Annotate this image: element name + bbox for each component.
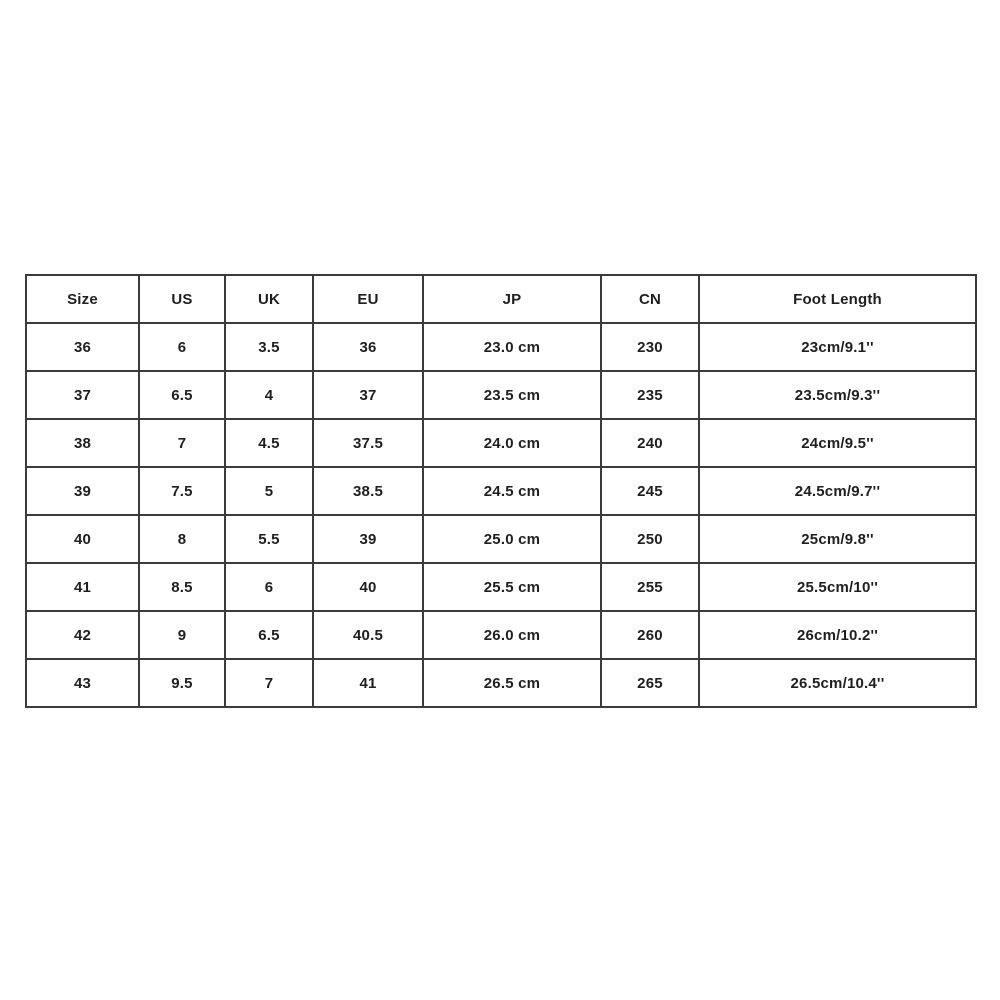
cell-us: 8 bbox=[139, 515, 225, 563]
cell-foot-length: 24.5cm/9.7'' bbox=[699, 467, 976, 515]
cell-size: 39 bbox=[26, 467, 139, 515]
column-header-jp: JP bbox=[423, 275, 601, 323]
table-row bbox=[26, 611, 976, 659]
cell-cn: 235 bbox=[601, 371, 699, 419]
cell-size: 41 bbox=[26, 563, 139, 611]
cell-cn: 255 bbox=[601, 563, 699, 611]
cell-jp: 25.0 cm bbox=[423, 515, 601, 563]
cell-uk: 4 bbox=[225, 371, 313, 419]
column-header-cn: CN bbox=[601, 275, 699, 323]
size-chart-header-row bbox=[26, 275, 976, 323]
table-row bbox=[26, 467, 976, 515]
cell-uk: 7 bbox=[225, 659, 313, 707]
cell-size: 43 bbox=[26, 659, 139, 707]
cell-uk: 6 bbox=[225, 563, 313, 611]
column-header-uk: UK bbox=[225, 275, 313, 323]
cell-cn: 260 bbox=[601, 611, 699, 659]
table-row bbox=[26, 419, 976, 467]
cell-uk: 4.5 bbox=[225, 419, 313, 467]
column-header-eu: EU bbox=[313, 275, 423, 323]
table-row bbox=[26, 659, 976, 707]
cell-jp: 24.0 cm bbox=[423, 419, 601, 467]
cell-size: 42 bbox=[26, 611, 139, 659]
cell-us: 9 bbox=[139, 611, 225, 659]
cell-us: 6 bbox=[139, 323, 225, 371]
cell-us: 8.5 bbox=[139, 563, 225, 611]
table-row bbox=[26, 515, 976, 563]
cell-eu: 39 bbox=[313, 515, 423, 563]
cell-jp: 25.5 cm bbox=[423, 563, 601, 611]
cell-size: 37 bbox=[26, 371, 139, 419]
cell-uk: 5.5 bbox=[225, 515, 313, 563]
cell-cn: 250 bbox=[601, 515, 699, 563]
cell-eu: 40.5 bbox=[313, 611, 423, 659]
cell-uk: 5 bbox=[225, 467, 313, 515]
cell-eu: 40 bbox=[313, 563, 423, 611]
cell-size: 38 bbox=[26, 419, 139, 467]
cell-uk: 3.5 bbox=[225, 323, 313, 371]
column-header-foot-length: Foot Length bbox=[699, 275, 976, 323]
cell-foot-length: 25cm/9.8'' bbox=[699, 515, 976, 563]
cell-jp: 26.5 cm bbox=[423, 659, 601, 707]
cell-foot-length: 26.5cm/10.4'' bbox=[699, 659, 976, 707]
cell-eu: 37.5 bbox=[313, 419, 423, 467]
size-chart-table bbox=[25, 274, 977, 708]
cell-uk: 6.5 bbox=[225, 611, 313, 659]
cell-us: 7.5 bbox=[139, 467, 225, 515]
cell-eu: 36 bbox=[313, 323, 423, 371]
cell-foot-length: 26cm/10.2'' bbox=[699, 611, 976, 659]
cell-size: 40 bbox=[26, 515, 139, 563]
cell-cn: 240 bbox=[601, 419, 699, 467]
cell-jp: 24.5 cm bbox=[423, 467, 601, 515]
cell-foot-length: 25.5cm/10'' bbox=[699, 563, 976, 611]
cell-cn: 230 bbox=[601, 323, 699, 371]
cell-cn: 265 bbox=[601, 659, 699, 707]
column-header-size: Size bbox=[26, 275, 139, 323]
table-row bbox=[26, 323, 976, 371]
column-header-us: US bbox=[139, 275, 225, 323]
cell-foot-length: 23cm/9.1'' bbox=[699, 323, 976, 371]
cell-eu: 37 bbox=[313, 371, 423, 419]
table-row bbox=[26, 563, 976, 611]
cell-eu: 38.5 bbox=[313, 467, 423, 515]
cell-cn: 245 bbox=[601, 467, 699, 515]
cell-us: 7 bbox=[139, 419, 225, 467]
cell-foot-length: 23.5cm/9.3'' bbox=[699, 371, 976, 419]
table-row bbox=[26, 371, 976, 419]
cell-size: 36 bbox=[26, 323, 139, 371]
cell-jp: 23.5 cm bbox=[423, 371, 601, 419]
cell-foot-length: 24cm/9.5'' bbox=[699, 419, 976, 467]
cell-us: 9.5 bbox=[139, 659, 225, 707]
cell-jp: 26.0 cm bbox=[423, 611, 601, 659]
cell-jp: 23.0 cm bbox=[423, 323, 601, 371]
cell-eu: 41 bbox=[313, 659, 423, 707]
cell-us: 6.5 bbox=[139, 371, 225, 419]
